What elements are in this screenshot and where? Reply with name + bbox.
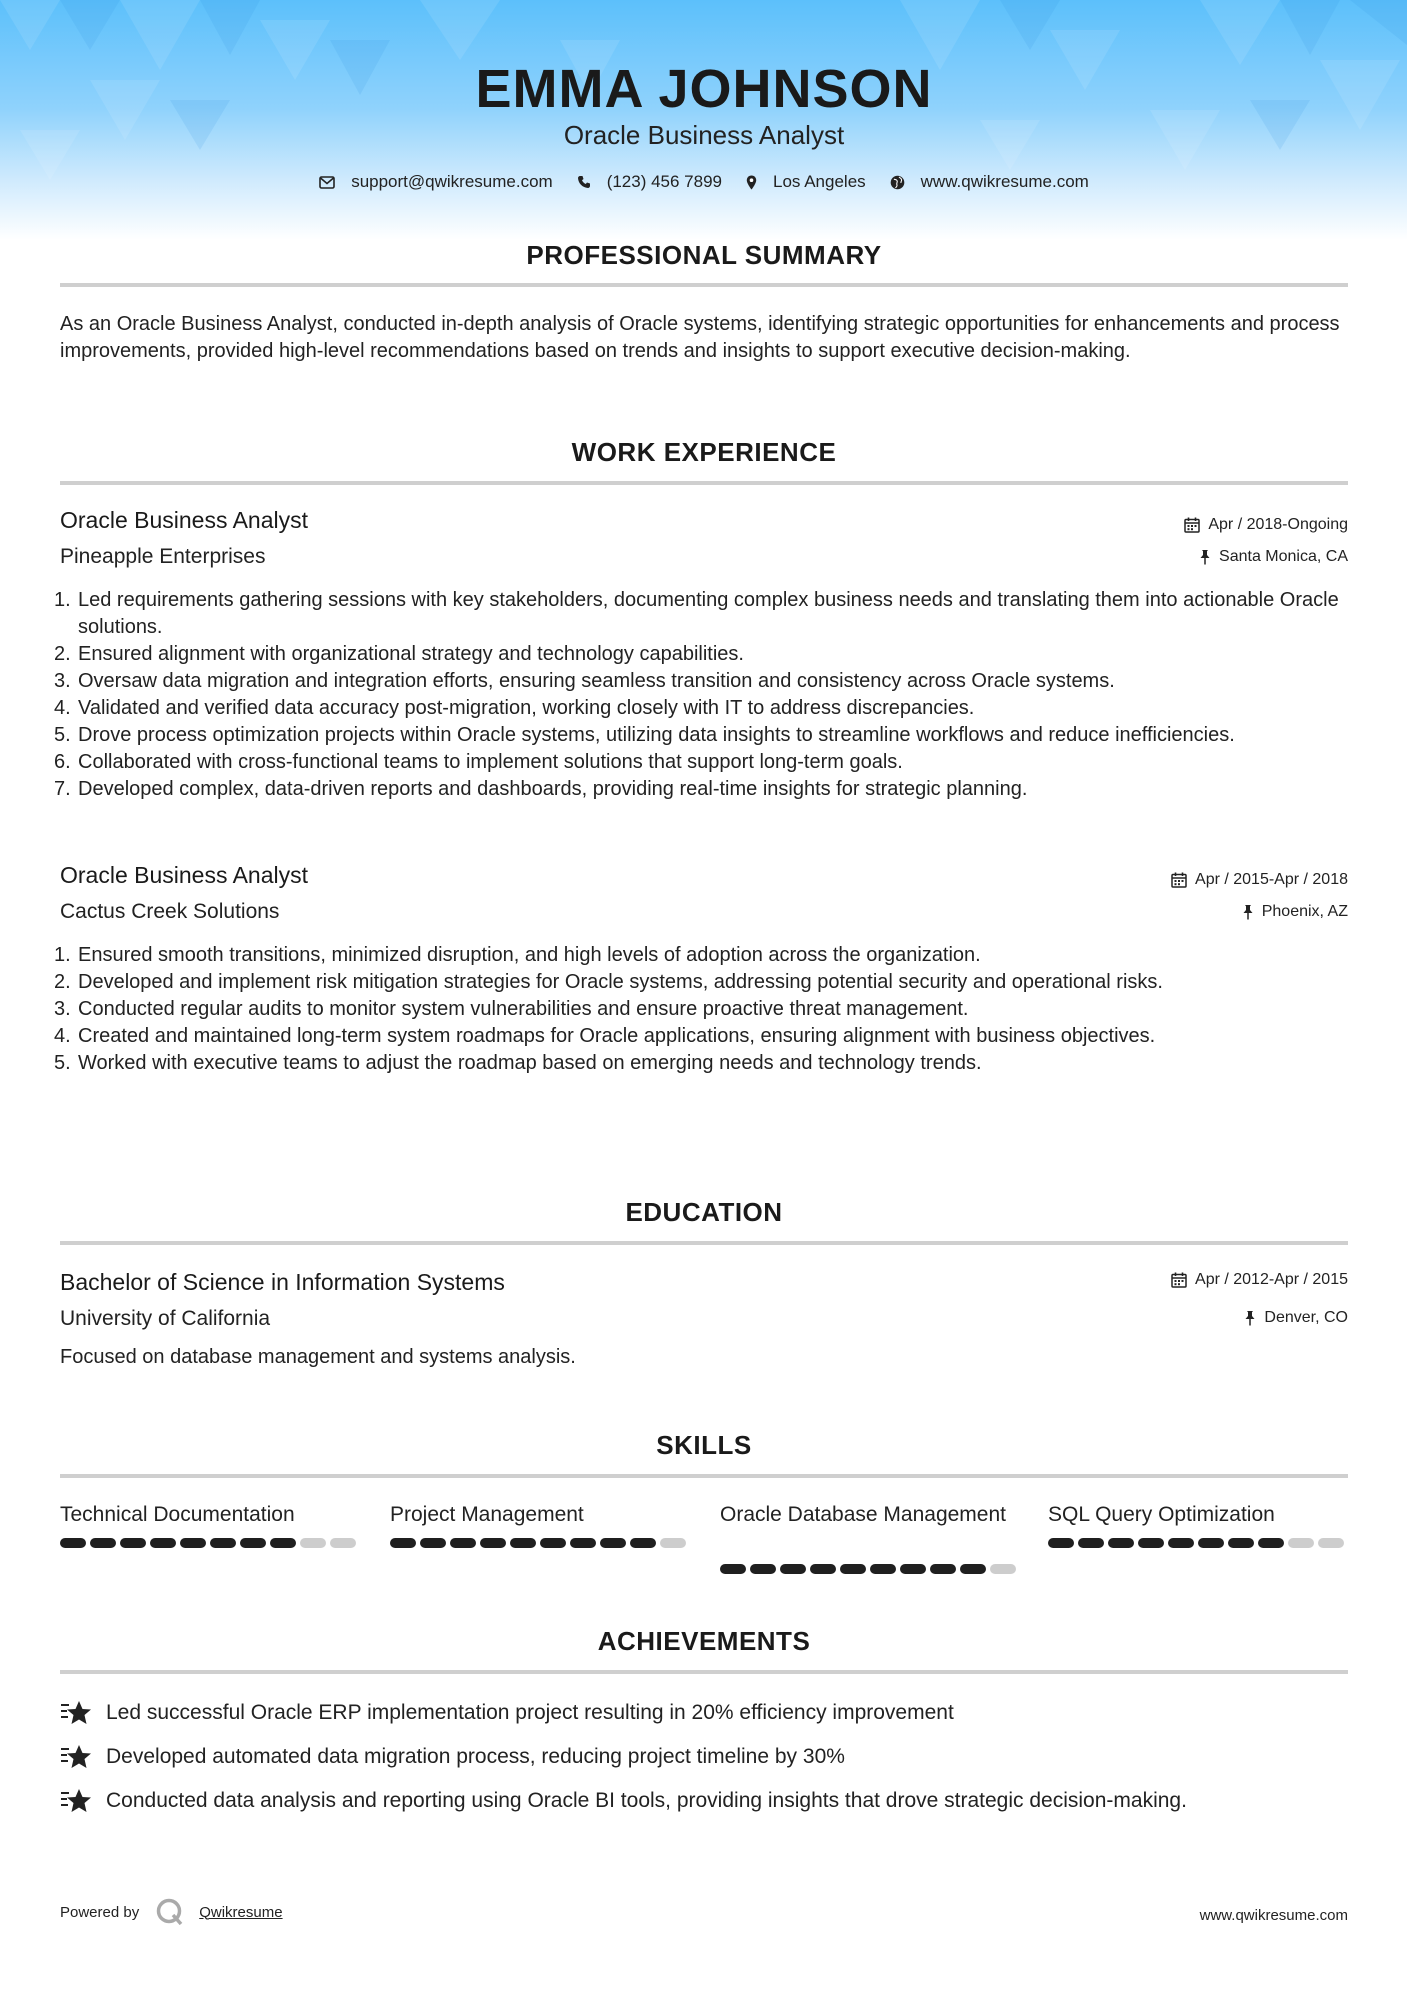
skill-sql-query-optimization bbox=[1048, 1502, 1348, 1548]
job-1-company: Pineapple Enterprises bbox=[60, 545, 266, 568]
rating-dot-filled bbox=[720, 1564, 746, 1574]
achievement-item bbox=[60, 1699, 954, 1727]
star-icon bbox=[60, 1699, 92, 1727]
achievement-text: Led successful Oracle ERP implementation project resulting in 20% efficiency improvement bbox=[106, 1701, 954, 1724]
rating-dot-filled bbox=[90, 1538, 116, 1548]
achievement-item bbox=[60, 1787, 1187, 1815]
map-marker-icon bbox=[746, 175, 757, 190]
rating-dot-filled bbox=[450, 1538, 476, 1548]
contact-email-text: support@qwikresume.com bbox=[351, 172, 553, 191]
list-item: 5. Drove process optimization projects within Oracle systems, utilizing data insights to streamline workflows and reduce inefficiencies. bbox=[54, 724, 1235, 746]
rating-dot-filled bbox=[240, 1538, 266, 1548]
education-note: Focused on database management and systems analysis. bbox=[60, 1346, 576, 1368]
pushpin-icon bbox=[1242, 904, 1254, 920]
summary-heading: PROFESSIONAL SUMMARY bbox=[526, 240, 882, 270]
rating-dot-filled bbox=[840, 1564, 866, 1574]
contact-website[interactable] bbox=[890, 172, 1089, 192]
experience-heading: WORK EXPERIENCE bbox=[571, 437, 837, 467]
rating-dot-filled bbox=[210, 1538, 236, 1548]
rating-dot-filled bbox=[1168, 1538, 1194, 1548]
education-degree: Bachelor of Science in Information Systems bbox=[60, 1269, 505, 1295]
contact-location-text: Los Angeles bbox=[773, 172, 866, 191]
list-item: 1. Led requirements gathering sessions with key stakeholders, documenting complex business needs and translating them into actionable Oracle solutions. bbox=[54, 589, 1339, 638]
rating-dot-empty bbox=[300, 1538, 326, 1548]
rating-dot-empty bbox=[330, 1538, 356, 1548]
rating-dot-empty bbox=[1318, 1538, 1344, 1548]
job-2-company: Cactus Creek Solutions bbox=[60, 900, 280, 923]
summary-divider bbox=[60, 283, 1348, 287]
rating-dot-filled bbox=[1078, 1538, 1104, 1548]
rating-dot-filled bbox=[1108, 1538, 1134, 1548]
rating-dot-filled bbox=[1138, 1538, 1164, 1548]
achievement-text: Developed automated data migration process, reducing project timeline by 30% bbox=[106, 1745, 845, 1768]
rating-dot-filled bbox=[420, 1538, 446, 1548]
rating-dot-filled bbox=[150, 1538, 176, 1548]
pushpin-icon bbox=[1199, 549, 1211, 565]
calendar-icon bbox=[1171, 872, 1187, 888]
rating-dot-filled bbox=[900, 1564, 926, 1574]
contact-phone[interactable] bbox=[577, 172, 722, 192]
contact-location bbox=[746, 172, 866, 192]
experience-divider bbox=[60, 481, 1348, 485]
calendar-icon bbox=[1171, 1272, 1187, 1288]
education-location bbox=[1244, 1309, 1348, 1327]
rating-dot-filled bbox=[870, 1564, 896, 1574]
contact-phone-text: (123) 456 7899 bbox=[606, 172, 723, 191]
rating-dot-filled bbox=[570, 1538, 596, 1548]
skill-project-management bbox=[390, 1502, 690, 1548]
rating-dot-filled bbox=[1048, 1538, 1074, 1548]
job-2-dates bbox=[1171, 871, 1348, 889]
rating-dot-filled bbox=[600, 1538, 626, 1548]
envelope-icon bbox=[319, 176, 335, 189]
rating-dot-filled bbox=[180, 1538, 206, 1548]
list-item: 1. Ensured smooth transitions, minimized disruption, and high levels of adoption across the organization. bbox=[54, 944, 981, 966]
job-2-location-text: Phoenix, AZ bbox=[1261, 903, 1348, 920]
contact-bar bbox=[60, 172, 1348, 192]
rating-dot-filled bbox=[480, 1538, 506, 1548]
candidate-role: Oracle Business Analyst bbox=[563, 120, 845, 150]
achievement-text: Conducted data analysis and reporting using Oracle BI tools, providing insights that drove strategic decision-making. bbox=[106, 1789, 1187, 1812]
contact-website-text: www.qwikresume.com bbox=[920, 172, 1089, 191]
rating-dot-empty bbox=[990, 1564, 1016, 1574]
rating-dot-filled bbox=[810, 1564, 836, 1574]
education-divider bbox=[60, 1241, 1348, 1245]
skill-rating bbox=[390, 1538, 690, 1548]
rating-dot-filled bbox=[1198, 1538, 1224, 1548]
list-item: 5. Worked with executive teams to adjust the roadmap based on emerging needs and technology trends. bbox=[54, 1052, 982, 1074]
job-1-dates-text: Apr / 2018-Ongoing bbox=[1208, 516, 1348, 533]
job-2-location bbox=[1242, 903, 1348, 921]
list-item: 2. Developed and implement risk mitigation strategies for Oracle systems, addressing potential security and operational risks. bbox=[54, 971, 1163, 993]
rating-dot-filled bbox=[960, 1564, 986, 1574]
rating-dot-filled bbox=[120, 1538, 146, 1548]
phone-icon bbox=[577, 175, 591, 189]
rating-dot-filled bbox=[780, 1564, 806, 1574]
rating-dot-filled bbox=[750, 1564, 776, 1574]
qwikresume-logo-icon bbox=[155, 1897, 185, 1927]
star-icon bbox=[60, 1743, 92, 1771]
skill-technical-documentation bbox=[60, 1502, 360, 1548]
summary-text: As an Oracle Business Analyst, conducted in-depth analysis of Oracle systems, identifying strategic opportunities for enhancements and process improvements, provided high-level recommendations based on trends and insights to support executive decision-making. bbox=[60, 313, 1340, 362]
job-2-bullets bbox=[54, 942, 1348, 1077]
achievement-item bbox=[60, 1743, 845, 1771]
rating-dot-filled bbox=[60, 1538, 86, 1548]
calendar-icon bbox=[1184, 517, 1200, 533]
rating-dot-empty bbox=[1288, 1538, 1314, 1548]
rating-dot-filled bbox=[270, 1538, 296, 1548]
education-dates bbox=[1171, 1271, 1348, 1289]
list-item: 3. Conducted regular audits to monitor system vulnerabilities and ensure proactive threat management. bbox=[54, 998, 969, 1020]
skill-name: Technical Documentation bbox=[60, 1503, 295, 1526]
skill-oracle-database-management bbox=[720, 1502, 1020, 1574]
rating-dot-empty bbox=[660, 1538, 686, 1548]
candidate-name: EMMA JOHNSON bbox=[475, 59, 933, 119]
achievements-divider bbox=[60, 1670, 1348, 1674]
rating-dot-filled bbox=[510, 1538, 536, 1548]
footer-powered-by bbox=[60, 1897, 283, 1927]
skill-name: Project Management bbox=[390, 1503, 584, 1526]
list-item: 4. Created and maintained long-term system roadmaps for Oracle applications, ensuring alignment with business objectives. bbox=[54, 1025, 1156, 1047]
pushpin-icon bbox=[1244, 1310, 1256, 1326]
job-1-dates bbox=[1184, 516, 1348, 534]
job-1-bullets bbox=[54, 587, 1348, 803]
qwikresume-link[interactable]: Qwikresume bbox=[199, 1903, 283, 1921]
skill-rating bbox=[60, 1538, 360, 1548]
rating-dot-filled bbox=[630, 1538, 656, 1548]
education-heading: EDUCATION bbox=[625, 1197, 783, 1227]
skill-rating bbox=[1048, 1538, 1348, 1548]
achievements-heading: ACHIEVEMENTS bbox=[597, 1626, 811, 1656]
rating-dot-filled bbox=[540, 1538, 566, 1548]
contact-email[interactable] bbox=[319, 172, 553, 192]
job-1-location bbox=[1199, 548, 1348, 566]
education-location-text: Denver, CO bbox=[1264, 1309, 1348, 1326]
job-2-dates-text: Apr / 2015-Apr / 2018 bbox=[1195, 871, 1348, 888]
powered-by-label: Powered by bbox=[60, 1903, 140, 1921]
list-item: 7. Developed complex, data-driven reports and dashboards, providing real-time insights for strategic planning. bbox=[54, 778, 1028, 800]
rating-dot-filled bbox=[1228, 1538, 1254, 1548]
list-item: 4. Validated and verified data accuracy post-migration, working closely with IT to address discrepancies. bbox=[54, 697, 975, 719]
globe-icon bbox=[890, 175, 905, 190]
rating-dot-filled bbox=[930, 1564, 956, 1574]
education-dates-text: Apr / 2012-Apr / 2015 bbox=[1195, 1271, 1348, 1288]
list-item: 2. Ensured alignment with organizational strategy and technology capabilities. bbox=[54, 643, 744, 665]
skill-name: SQL Query Optimization bbox=[1048, 1503, 1275, 1526]
rating-dot-filled bbox=[1258, 1538, 1284, 1548]
skill-name: Oracle Database Management bbox=[720, 1503, 1006, 1526]
footer-website[interactable]: www.qwikresume.com bbox=[1199, 1907, 1348, 1924]
star-icon bbox=[60, 1787, 92, 1815]
list-item: 6. Collaborated with cross-functional teams to implement solutions that support long-term goals. bbox=[54, 751, 903, 773]
job-1-location-text: Santa Monica, CA bbox=[1219, 548, 1348, 565]
rating-dot-filled bbox=[390, 1538, 416, 1548]
education-school: University of California bbox=[60, 1307, 271, 1330]
job-1-title: Oracle Business Analyst bbox=[60, 507, 309, 533]
skills-divider bbox=[60, 1474, 1348, 1478]
skills-heading: SKILLS bbox=[656, 1430, 752, 1460]
skill-rating bbox=[720, 1564, 1020, 1574]
list-item: 3. Oversaw data migration and integration efforts, ensuring seamless transition and consistency across Oracle systems. bbox=[54, 670, 1115, 692]
job-2-title: Oracle Business Analyst bbox=[60, 862, 309, 888]
